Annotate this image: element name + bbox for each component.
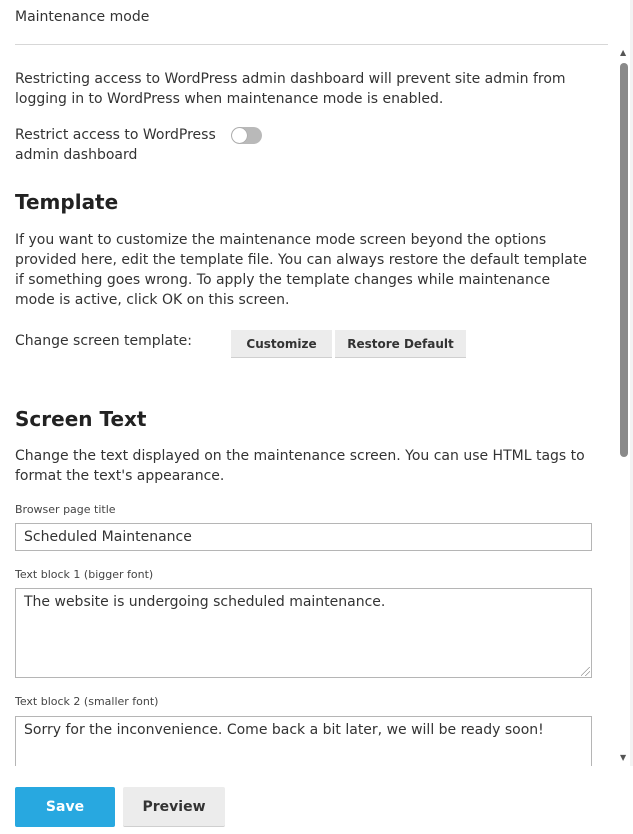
restrict-toggle-label: [15, 125, 225, 165]
settings-scroll-area[interactable]: [15, 45, 593, 766]
text-block1-value: The website is undergoing scheduled maintenance.: [24, 594, 386, 610]
restore-default-button[interactable]: Restore Default: [335, 330, 466, 358]
resize-grip-icon[interactable]: [581, 667, 590, 676]
save-button[interactable]: Save: [15, 787, 115, 827]
restrict-toggle-label-line1: Restrict access to WordPress: [15, 127, 216, 143]
template-heading: Template: [15, 190, 119, 214]
screen-text-description: Change the text displayed on the maintenance screen. You can use HTML tags to format the text's appearance.: [15, 448, 585, 484]
restrict-description: Restricting access to WordPress admin dashboard will prevent site admin from logging in to WordPress when maintenance mode is enabled.: [15, 71, 566, 107]
restrict-access-toggle[interactable]: [231, 127, 262, 144]
scroll-down-icon[interactable]: ▼: [620, 753, 627, 762]
restrict-toggle-label-line2: admin dashboard: [15, 147, 138, 163]
template-description: If you want to customize the maintenance mode screen beyond the options provided here, edit the template file. You can always restore the default template if something goes wrong. To apply the template changes while maintenance mode is active, click OK on this screen.: [15, 232, 587, 308]
dialog-title: Maintenance mode: [15, 9, 150, 25]
change-template-label: Change screen template:: [15, 333, 192, 349]
text-block2-value: Sorry for the inconvenience. Come back a bit later, we will be ready soon!: [24, 722, 544, 738]
customize-button[interactable]: Customize: [231, 330, 332, 358]
dialog-footer: [0, 766, 633, 834]
preview-button[interactable]: Preview: [123, 787, 225, 827]
text-block2-textarea[interactable]: [15, 716, 592, 766]
scroll-up-icon[interactable]: ▲: [620, 48, 627, 57]
scrollbar-thumb[interactable]: [620, 63, 628, 457]
dialog-header: [15, 0, 608, 45]
screen-text-heading: Screen Text: [15, 407, 147, 431]
toggle-knob: [232, 128, 247, 143]
text-block1-label: Text block 1 (bigger font): [15, 568, 154, 581]
text-block1-textarea[interactable]: [15, 588, 592, 678]
browser-title-label: Browser page title: [15, 503, 116, 516]
vertical-scrollbar[interactable]: [617, 45, 630, 766]
text-block2-label: Text block 2 (smaller font): [15, 695, 159, 708]
browser-title-input[interactable]: Scheduled Maintenance: [15, 523, 592, 551]
